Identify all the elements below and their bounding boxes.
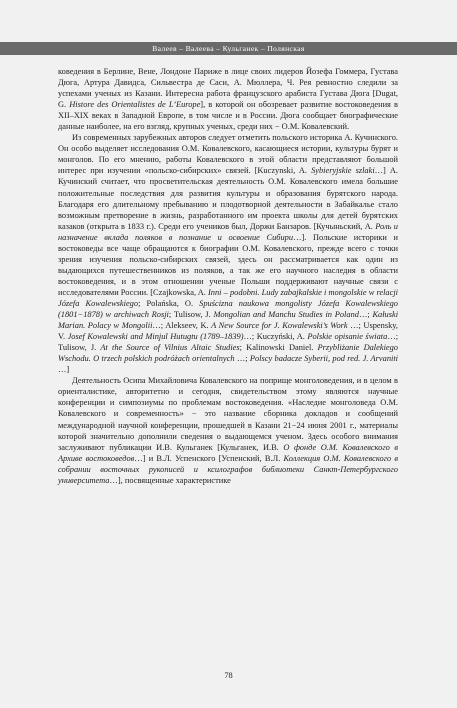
text-run: …; Tulisow, J. <box>58 332 399 353</box>
italic-citation: Inni – podobni. Ludy zabajkalskie i mongolskie w relacji Józefa Kowalewskiego <box>58 287 398 308</box>
text-run: …; Kuczyński, A. <box>243 332 308 342</box>
italic-citation: Polskie opisanie świata <box>307 332 388 342</box>
text-run: ; Tulisow, J. <box>168 310 214 320</box>
text-run: …; <box>358 310 373 320</box>
page-number: 78 <box>224 671 233 680</box>
text-run: ; Polańska, O. <box>138 298 200 308</box>
text-run: …]. Польские историки и востоковеды все чаще обращаются к биографии О.М. Ковалевского, прежде всего с точки зрения изучения польско-сибирских связей, здесь он рассматривается как один из выдающихся путешественников из поляков, а так же его научного наследия в области востоковедения, и в этом отношении ученые Польши поддерживают научные связи с исследователями России. [Czajkowska, A. <box>58 232 399 297</box>
italic-citation: Коллекция О.М. Ковалевского в собрании восточных рукописей и ксилографов библиотеки Санкт-Петербургского университета <box>58 453 398 485</box>
text-run: …] <box>58 365 70 375</box>
body-text <box>58 66 398 486</box>
text-run: ], в которой он обозревает развитие востоковедения в XII–XIX веках в Западной Европе, в том числе и в России. Дюга сообщает биографические данные наиболее, на его взгляд, крупных ученых, среди них − О.М. Ковалевский. <box>58 100 398 132</box>
text-run: ; Kalinowski Daniel. <box>239 343 318 353</box>
text-run: …; Alekseev, K. <box>152 321 212 331</box>
paragraph <box>58 66 398 132</box>
italic-citation: Histore des Orientalistes de L’Europe <box>69 100 201 110</box>
italic-citation: Mongolian and Manchu Studies in Poland <box>213 310 359 320</box>
italic-citation: Przybliżanie Dalekiego Wschodu. O trzech polskich podróżach orientalnych <box>58 343 398 364</box>
italic-citation: At the Source of Vilnius Altaic Studies <box>100 343 240 353</box>
italic-citation: Роль и назначение вклада поляков в познание и освоение Сибири <box>58 221 398 242</box>
text-run: …], посвященные характеристике <box>109 475 231 485</box>
italic-citation: A New Source for J. Kowalewski’s Work <box>211 321 348 331</box>
text-run: …; <box>234 354 250 364</box>
italic-citation: Polscy badacze Syberii, pod red. J. Arvaniti <box>249 354 399 364</box>
text-run: Деятельность Осипа Михайловича Ковалевского на поприще монголоведения, и в целом в ориенталистике, авторитетно и сегодня, свидетельством этому являются научные конференции и симпозиумы по проблемам востоковедения. «Наследие монголоведа О.М. Ковалевского и современность» − это название сборника докладов и сообщений международной научной конференции, прошедшей в Казани 21−24 июня 2001 г., материалы которой значительно дополнили сведения о выдающемся ученом. Здесь особого внимания заслуживают публикации И.В. Кульганек [Кульганек, И.В. <box>58 376 398 452</box>
text-run: …] А. Кучинский считает, что просветительская деятельность О.М. Ковалевского имела большие положительные последствия для развития культуры и образования бурятского народа. Благодаря его длительному пребыванию и плодотворной деятельности в Забайкалье стало возможным претворение в жизнь, разработанного им проекта школы для детей бурятских казаков (открыта в 1833 г.). Среди его учеников был, Доржи Банзаров. [Кучыньский, А. <box>58 166 399 231</box>
running-header: Валеев – Валеева – Кульганек – Полянская <box>0 42 457 55</box>
italic-citation: Kałuski Marian. Polacy w Mongolii <box>58 310 399 331</box>
paragraph <box>58 375 398 485</box>
text-run: …] и В.Л. Успенского [Успенский, В.Л. <box>134 453 284 463</box>
paragraph <box>58 132 398 375</box>
text-run: …; Uspensky, V. <box>58 321 399 342</box>
italic-citation: Sybieryjskie szlaki <box>311 166 375 176</box>
text-run: коведения в Берлине, Вене, Лондоне Париже в лице своих лидеров Йозефа Гоммера, Густава Дюга, Артура Давидса, Сильвестра де Саси, А. Мюллера, Ч. Рея ревностно следили за успехами ученых из Казани. Интересна работа французского арабиста Густава Дюга [Dugat, G. <box>58 67 398 110</box>
italic-citation: Josef Kowalewski and Minjul Hutugtu (1789–1839) <box>67 332 244 342</box>
text-run: Из современных зарубежных авторов следует отметить польского историка А. Кучинского. Он особо выделяет исследования О.М. Ковалевского, касающиеся истории, культуры бурят и монголов. По его мнению, работы Ковалевского в этой области представляют большой интерес при изучении «польско-сибирских» связей. [Kuczynski, A. <box>58 133 398 176</box>
italic-citation: О фонде О.М. Ковалевского в Архиве востоковедов <box>58 442 398 463</box>
italic-citation: Spuścizna naukowa mongolisty Józefa Kowalewskiego (1801−1878) w archiwach Rosji <box>58 298 398 320</box>
